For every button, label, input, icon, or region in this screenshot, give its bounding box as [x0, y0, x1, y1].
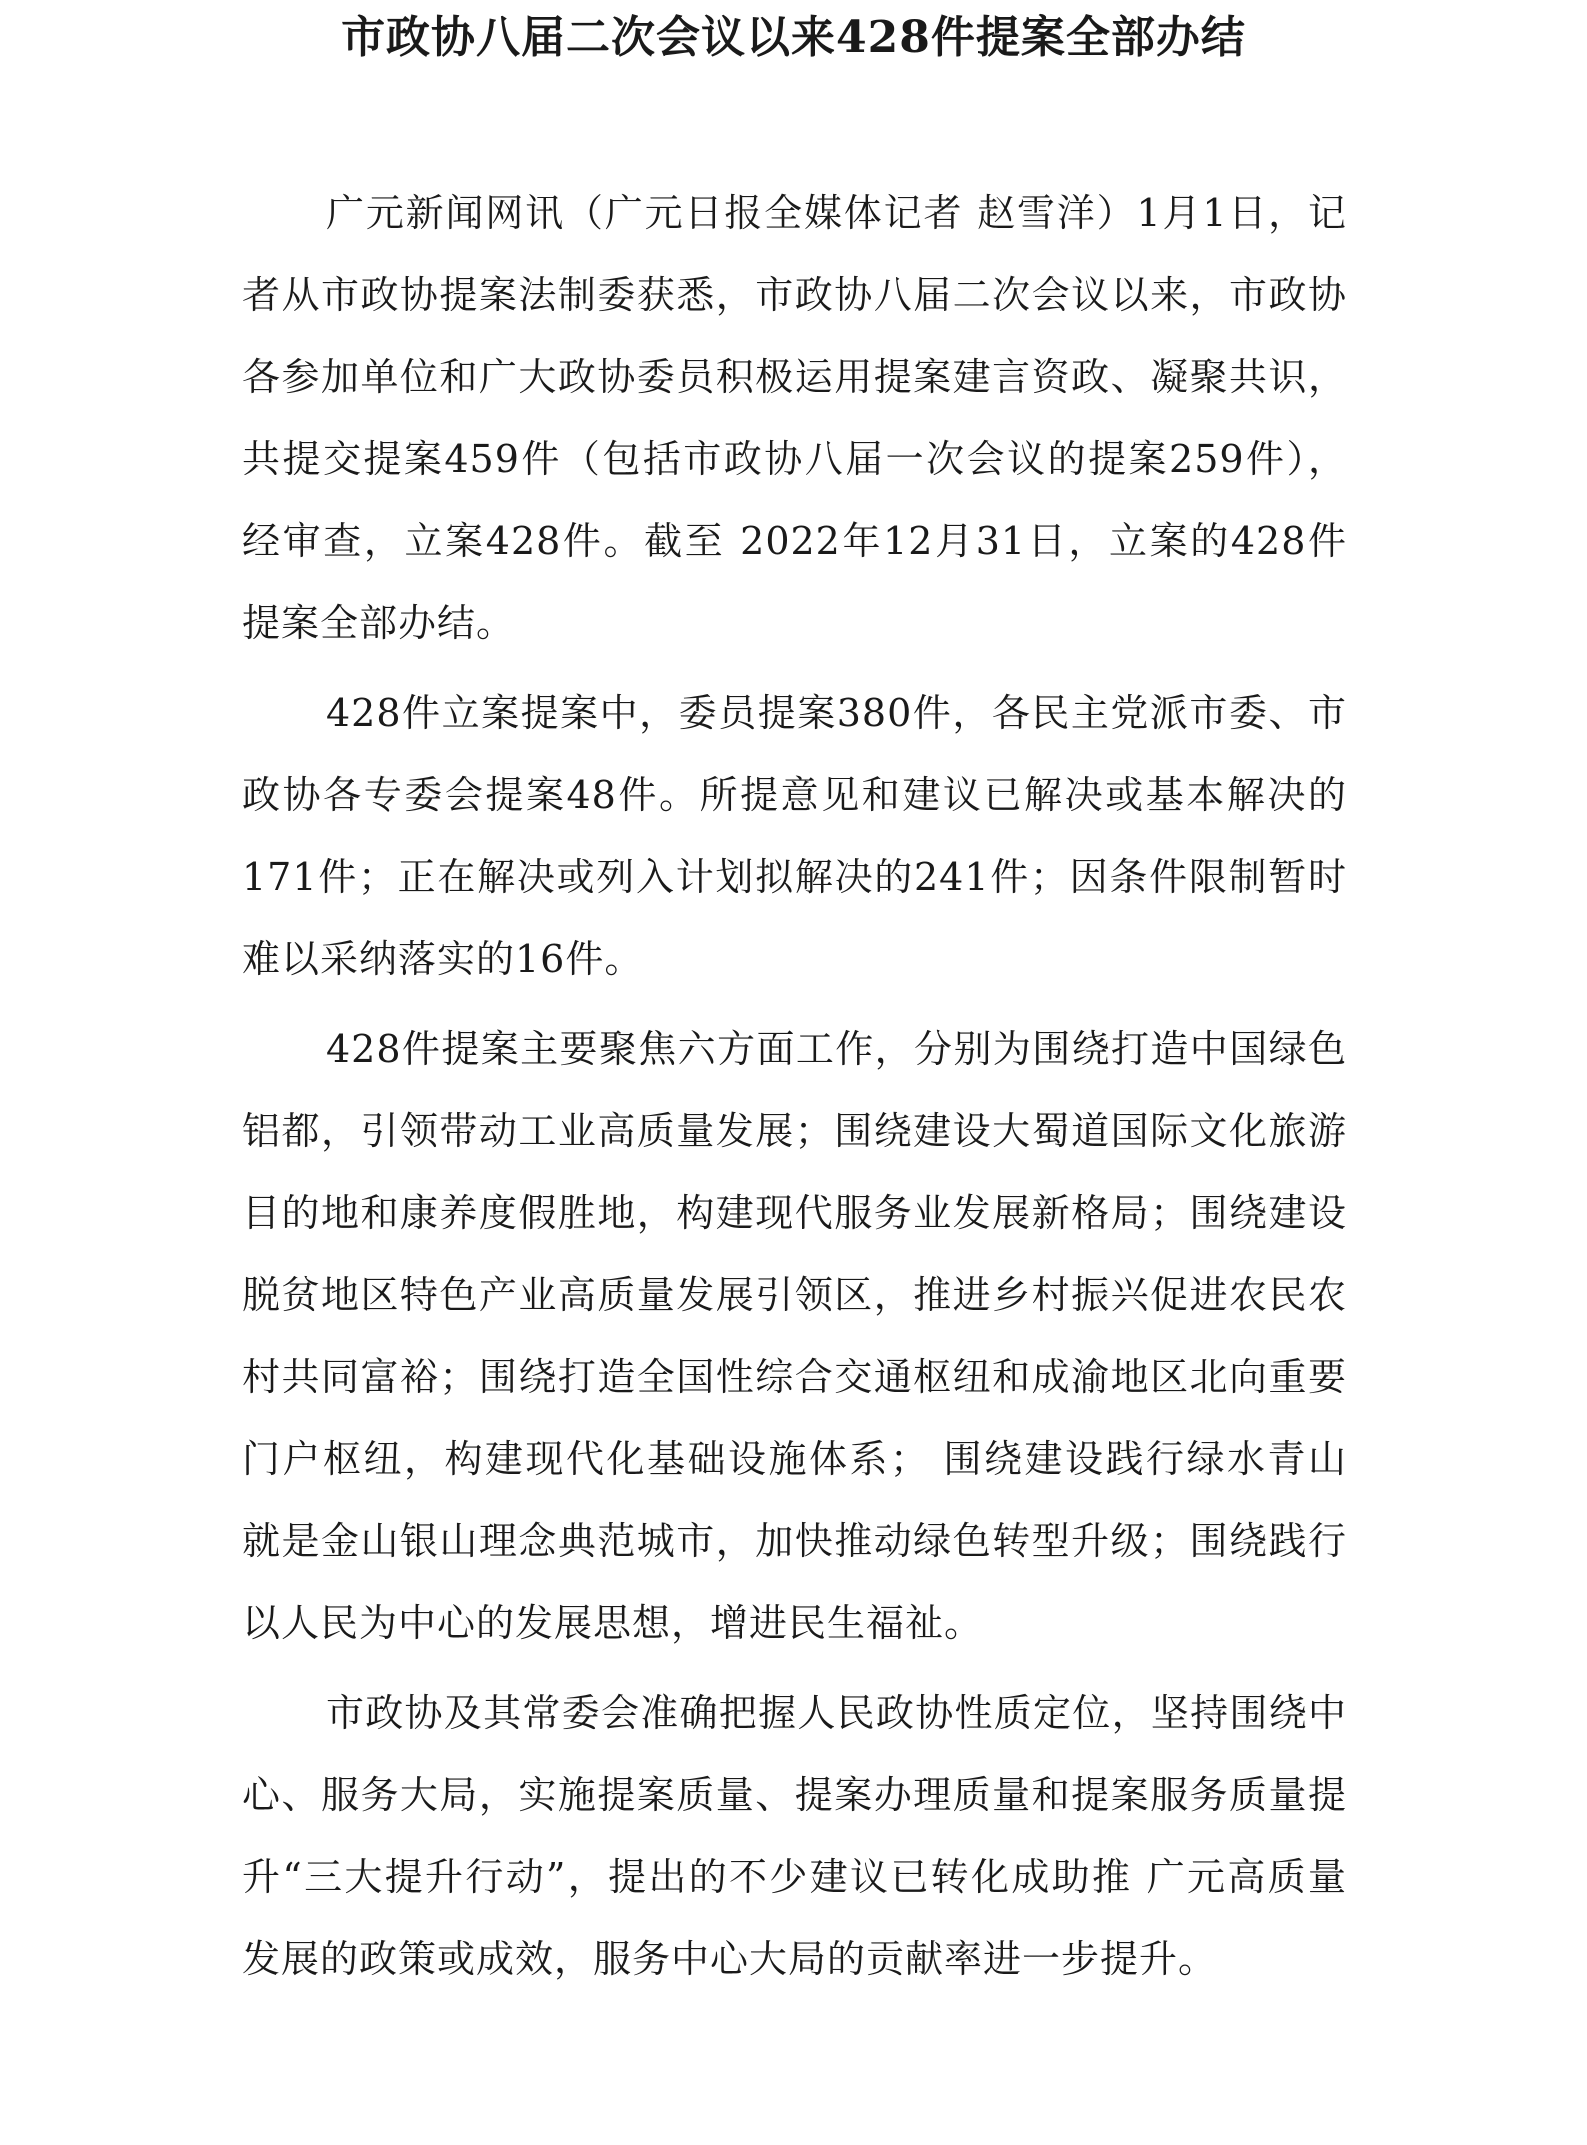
- article-paragraph: 广元新闻网讯（广元日报全媒体记者 赵雪洋）1月1日，记者从市政协提案法制委获悉，市政协八届二次会议以来，市政协各参加单位和广大政协委员积极运用提案建言资政、凝聚共识，共提交提案459件（包括市政协八届一次会议的提案259件），经审查，立案428件。截至 2022年12月31日，立案的428件提案全部办结。: [242, 191, 1347, 645]
- article-paragraph: 市政协及其常委会准确把握人民政协性质定位，坚持围绕中心、服务大局，实施提案质量、提案办理质量和提案服务质量提升“三大提升行动”，提出的不少建议已转化成助推 广元高质量发展的政策或成效，服务中心大局的贡献率进一步提升。: [242, 1691, 1347, 1981]
- article-title: 市政协八届二次会议以来428件提案全部办结: [341, 12, 1246, 63]
- article-body: [242, 172, 1347, 2008]
- article-paragraph: 428件立案提案中，委员提案380件，各民主党派市委、市政协各专委会提案48件。所提意见和建议已解决或基本解决的171件；正在解决或列入计划拟解决的241件；因条件限制暂时难以采纳落实的16件。: [242, 691, 1347, 981]
- article-paragraph: 428件提案主要聚焦六方面工作，分别为围绕打造中国绿色铝都，引领带动工业高质量发展；围绕建设大蜀道国际文化旅游目的地和康养度假胜地，构建现代服务业发展新格局；围绕建设脱贫地区特色产业高质量发展引领区，推进乡村振兴促进农民农村共同富裕；围绕打造全国性综合交通枢纽和成渝地区北向重要门户枢纽，构建现代化基础设施体系； 围绕建设践行绿水青山就是金山银山理念典范城市，加快推动绿色转型升级；围绕践行以人民为中心的发展思想，增进民生福祉。: [242, 1027, 1347, 1645]
